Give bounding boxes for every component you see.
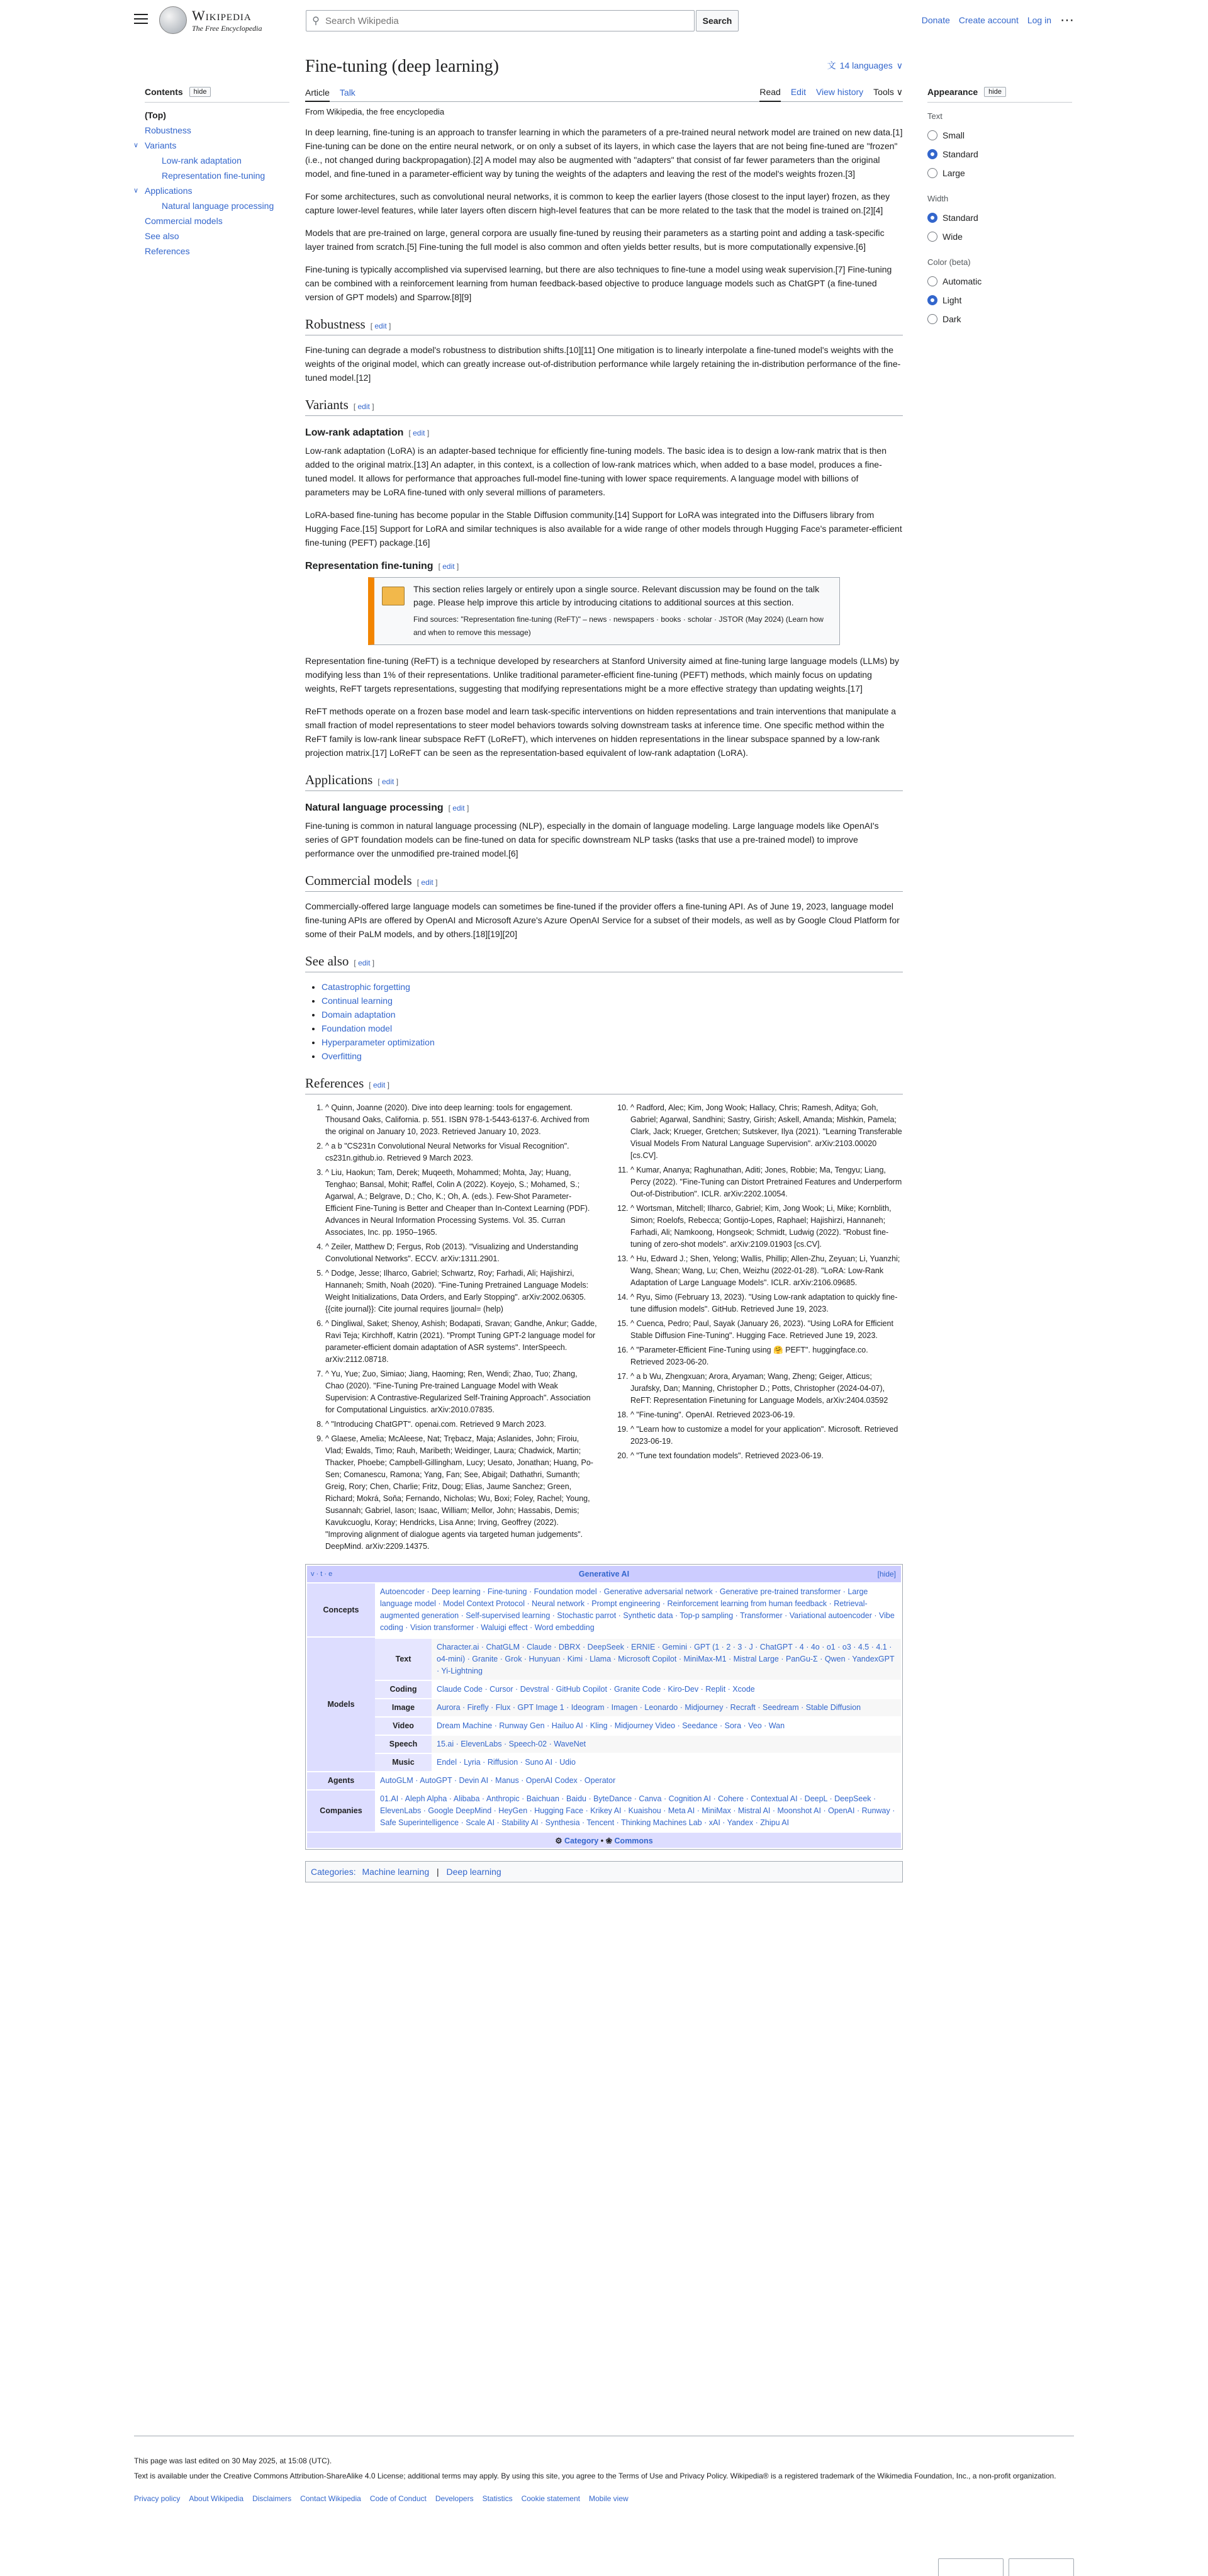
radio[interactable] [927,130,937,140]
edit-link[interactable]: edit [442,562,455,571]
reference-item: 8. ^ "Introducing ChatGPT". openai.com. Retrieved 9 March 2023. [325,1419,598,1431]
see-also-link[interactable]: Foundation model [322,1023,393,1033]
commons-icon: ❀ [605,1836,613,1845]
color-light[interactable]: Light [927,291,1072,310]
reference-item: 3. ^ Liu, Haokun; Tam, Derek; Muqeeth, Mohammed; Mohta, Jay; Huang, Tenghao; Bansal, Mohit; Raffel, Colin A (2022). Koyejo, S.; Mohamed, S.; Agarwal, A.; Belgrave, D.; Cho, K.; Oh, A. (eds.). Few-Shot Parameter-Efficient Fine-Tuning is Better and Cheaper than In-Context Learning (PDF). Advances in Neural Information Processing Systems. Vol. 35. Curran Associates, Inc. pp. 1950–1965. [325,1167,598,1239]
reference-item: 19. ^ "Learn how to customize a model for your application". Microsoft. Retrieved 2023-06-19. [630,1424,903,1448]
category-link[interactable]: Machine learning [362,1867,430,1877]
category-icon: ⚙ [555,1836,562,1845]
radio[interactable] [927,314,937,324]
toc-item-references[interactable]: References [145,246,190,256]
navbox-list-music[interactable]: Endel · Lyria · Riffusion · Suno AI · Udio [432,1754,901,1771]
color-automatic[interactable]: Automatic [927,272,1072,291]
toc-item-see-also[interactable]: See also [145,231,179,241]
see-also-link[interactable]: Overfitting [322,1051,362,1061]
book-icon [382,587,405,605]
edit-link[interactable]: edit [358,959,371,967]
article [305,53,903,1882]
navbox-subgroup-video: Video [375,1718,432,1735]
navbox-subgroup-image: Image [375,1699,432,1716]
category-link[interactable]: Deep learning [446,1867,501,1877]
single-source-notice [368,577,840,645]
see-also-list [305,980,903,1063]
navbox-group-companies: Companies [307,1791,375,1831]
heading-applications: Applications [ edit ] [305,772,903,791]
footer-link-privacy[interactable]: Privacy policy [134,2494,181,2503]
width-label: Width [927,194,949,203]
radio[interactable] [927,276,937,286]
footer-link-statistics[interactable]: Statistics [482,2494,513,2503]
text-size-small[interactable]: Small [927,126,1072,145]
login-link[interactable]: Log in [1027,15,1051,25]
navbox-commons-link[interactable]: Commons [614,1836,653,1845]
chevron-down-icon[interactable]: ∨ [133,187,139,194]
find-sources: Find sources: "Representation fine-tuning (ReFT)" – news · newspapers · books · scholar · JSTOR (May 2024) (Learn how and when to remove this message) [413,615,824,637]
footer-link-mobile[interactable]: Mobile view [588,2494,629,2503]
width-wide[interactable]: Wide [927,227,1072,246]
search-input[interactable] [325,16,694,26]
heading-variants: Variants [ edit ] [305,397,903,416]
heading-references: References [ edit ] [305,1076,903,1094]
footer-link-cookie[interactable]: Cookie statement [521,2494,580,2503]
reference-item: 6. ^ Dingliwal, Saket; Shenoy, Ashish; Bodapati, Sravan; Gandhe, Ankur; Gadde, Ravi Teja; Kirchhoff, Katrin (2021). "Prompt Tuning GPT-2 language model for parameter-efficient domain adaptation of ASR systems". InterSpeech. arXiv:2112.08718. [325,1318,598,1366]
navbox-vte[interactable]: v · t · e [311,1570,333,1578]
wordmark-title: Wikipedia [192,7,252,23]
toc-item-variants[interactable]: ∨ Variants [145,138,289,153]
donate-link[interactable]: Donate [921,15,950,25]
tab-read[interactable]: Read [759,87,780,102]
reference-item: 16. ^ "Parameter-Efficient Fine-Tuning using 🤗 PEFT". huggingface.co. Retrieved 2023-06-20. [630,1344,903,1368]
navbox-subgroup-text: Text [375,1639,432,1680]
toc-item-nlp[interactable]: Natural language processing [162,201,274,211]
lora-paragraph-1: Low-rank adaptation (LoRA) is an adapter-based technique for efficiently fine-tuning models. The basic idea is to design a low-rank matrix that is then added to the original matrix.[13] An adapter, in this context, is a collection of low-rank matrices which, when added to a base model, produces a fine-tuned model. It allows for performance that approaches full-model fine-tuning with lower space requirements. A language model with billions of parameters may be LoRA fine-tuned with only several millions of parameters. [305,446,886,497]
heading-see-also: See also [ edit ] [305,953,903,972]
footer-link-developers[interactable]: Developers [435,2494,474,2503]
page-footer [134,2436,1074,2503]
edit-link[interactable]: edit [413,429,425,437]
heading-commercial: Commercial models [ edit ] [305,873,903,892]
toc-hide-button[interactable]: hide [189,87,211,97]
width-standard[interactable]: Standard [927,208,1072,227]
see-also-link[interactable]: Continual learning [322,996,393,1006]
tab-talk[interactable]: Talk [339,87,355,98]
toc-item-robustness[interactable]: Robustness [145,125,191,135]
tagline: From Wikipedia, the free encyclopedia [305,107,445,116]
navbox-subgroup-speech: Speech [375,1736,432,1753]
heading-lora: Low-rank adaptation [ edit ] [305,427,430,438]
menu-icon[interactable] [134,14,148,25]
reference-item: 12. ^ Wortsman, Mitchell; Ilharco, Gabriel; Kim, Jong Wook; Li, Mike; Kornblith, Simon; Roelofs, Rebecca; Gontijo-Lopes, Raphael; Hajishirzi, Hannaneh; Farhadi, Ali; Namkoong, Hongseok; Schmidt, Ludwig (2022). "Robust fine-tuning of zero-shot models". arXiv:2109.01903 [cs.CV]. [630,1203,903,1251]
reft-paragraph-2: ReFT methods operate on a frozen base model and learn task-specific interventions on hidden representations and train interventions that manipulate a small fraction of model representations to steer model behaviors towards solving downstream tasks at inference time. One specific method within the ReFT family is low-rank linear subspace ReFT (LoReFT), which intervenes on hidden representations in the linear subspace spanned by a low-rank projection matrix.[17] LoReFT can be seen as the representation-based equivalent of low-rank adaptation (LoRA). [305,706,897,758]
user-tools [921,12,1074,28]
heading-nlp: Natural language processing [ edit ] [305,802,469,813]
intro-paragraph-1: In deep learning, fine-tuning is an approach to transfer learning in which the parameters of a pre-trained neural network model are trained on new data.[1] Fine-tuning can be done on the entire neural network, or on only a subset of its layers, in which case the layers that are not being fine-tuned are "frozen" (i.e., not changed during backpropagation).[2] A model may also be augmented with "adapters" that consist of far fewer parameters than the original model, and fine-tuned in a parameter-efficient way by tuning the weights of the adapters and leaving the rest of the model's weights frozen.[3] [305,127,903,179]
tab-tools[interactable]: Tools ∨ [873,87,903,97]
reference-item: 4. ^ Zeiler, Matthew D; Fergus, Rob (2013). "Visualizing and Understanding Convolutional Networks". ECCV. arXiv:1311.2901. [325,1241,598,1265]
navbox-list-image[interactable]: Aurora · Firefly · Flux · GPT Image 1 · Ideogram · Imagen · Leonardo · Midjourney · Recraft · Seedream · Stable Diffusion [432,1699,901,1716]
navbox-list-concepts[interactable]: Autoencoder · Deep learning · Fine-tuning · Foundation model · Generative adversarial network · Generative pre-trained transformer · Large language model · Model Context Protocol · Neural network · Prompt engineering · Reinforcement learning from human feedback · Retrieval-augmented generation · Self-supervised learning · Stochastic parrot · Synthetic data · Top-p sampling · Transformer · Variational autoencoder · Vibe coding · Vision transformer · Waluigi effect · Word embedding [375,1583,901,1636]
edit-link[interactable]: edit [452,804,465,813]
intro-paragraph-4: Fine-tuning is typically accomplished via supervised learning, but there are also techniques to fine-tune a model using weak supervision.[7] Fine-tuning can be combined with a reinforcement learning from human feedback-based objective to produce language models such as ChatGPT (a fine-tuned version of GPT models) and Sparrow.[8][9] [305,264,892,302]
toc-item-top[interactable]: (Top) [145,110,166,120]
color-dark[interactable]: Dark [927,310,1072,329]
radio[interactable] [927,168,937,178]
create-account-link[interactable]: Create account [958,15,1019,25]
reference-item: 1. ^ Quinn, Joanne (2020). Dive into deep learning: tools for engagement. Thousand Oaks, California. p. 551. ISBN 978-1-5443-6137-6. Archived from the original on January 10, 2023. Retrieved January 10, 2023. [325,1102,598,1138]
footer-link-about[interactable]: About Wikipedia [189,2494,244,2503]
color-label: Color (beta) [927,257,971,267]
mediawiki-badge[interactable] [1009,2558,1074,2576]
wikimedia-badge[interactable] [938,2558,1004,2576]
see-also-link[interactable]: Domain adaptation [322,1010,396,1020]
wikipedia-logo[interactable] [159,6,262,34]
toc-item-lora[interactable]: Low-rank adaptation [162,155,242,166]
radio-selected[interactable] [927,213,937,223]
robustness-paragraph: Fine-tuning can degrade a model's robustness to distribution shifts.[10][11] One mitigation is to linearly interpolate a fine-tuned model's weights with the weights of the original model, which can greatly increase out-of-distribution performance while largely retaining the in-distribution performance of the fine-tuned model.[12] [305,345,901,383]
radio-selected[interactable] [927,149,937,159]
translate-icon: 文 [827,60,836,70]
toc-item-reft[interactable]: Representation fine-tuning [162,171,266,181]
heading-robustness: Robustness [ edit ] [305,317,903,335]
see-also-link[interactable]: Catastrophic forgetting [322,982,410,992]
navbox-subgroup-coding: Coding [375,1681,432,1698]
navbox-list-speech[interactable]: 15.ai · ElevenLabs · Speech-02 · WaveNet [432,1736,901,1753]
edit-link[interactable]: edit [382,777,394,786]
footer-links [134,2494,1074,2503]
reference-item: 10. ^ Radford, Alec; Kim, Jong Wook; Hallacy, Chris; Ramesh, Aditya; Goh, Gabriel; Agarwal, Sandhini; Sastry, Girish; Askell, Amanda; Mishkin, Pamela; Clark, Jack; Krueger, Gretchen; Sutskever, Ilya (2021). "Learning Transferable Visual Models From Natural Language Supervision". arXiv:2103.00020 [cs.CV]. [630,1102,903,1162]
footer-link-disclaimers[interactable]: Disclaimers [252,2494,292,2503]
reference-item: 15. ^ Cuenca, Pedro; Paul, Sayak (January 26, 2023). "Using LoRA for Efficient Stable Diffusion Fine-Tuning". Hugging Face. Retrieved June 19, 2023. [630,1318,903,1342]
radio[interactable] [927,232,937,242]
table-of-contents [133,87,289,259]
license-text: Text is available under the Creative Commons Attribution-ShareAlike 4.0 License; additional terms may apply. By using this site, you agree to the Terms of Use and Privacy Policy. Wikipedia® is a registered trademark of the Wikimedia Foundation, Inc., a non-profit organization. [134,2472,1056,2480]
search-box [306,10,695,31]
navbox-subgroup-music: Music [375,1754,432,1771]
footer-link-code-of-conduct[interactable]: Code of Conduct [369,2494,427,2503]
reference-item: 20. ^ "Tune text foundation models". Retrieved 2023-06-19. [630,1450,903,1462]
toc-item-commercial[interactable]: Commercial models [145,216,223,226]
edit-link[interactable]: edit [372,1081,386,1089]
intro-paragraph-3: Models that are pre-trained on large, general corpora are usually fine-tuned by reusing their parameters as a starting point and adding a task-specific layer trained from scratch.[5] Fine-tuning the full model is also common and often yields better results, but is more computationally expensive.[6] [305,228,885,252]
tab-article[interactable]: Article [305,87,330,102]
edit-link[interactable]: edit [374,322,387,330]
chevron-down-icon[interactable]: ∨ [133,142,139,149]
navbox-group-models: Models [307,1638,375,1771]
reference-item: 9. ^ Glaese, Amelia; McAleese, Nat; Trębacz, Maja; Aslanides, John; Firoiu, Vlad; Ewalds, Timo; Rauh, Maribeth; Weidinger, Laura; Chadwick, Martin; Thacker, Phoebe; Campbell-Gillingham, Lucy; Uesato, Jonathan; Huang, Po-Sen; Comanescu, Ramona; Yang, Fan; See, Abigail; Dathathri, Sumanth; Greig, Rory; Chen, Charlie; Fritz, Doug; Elias, Jaume Sanchez; Green, Richard; Mokrá, Soňa; Fernando, Nicholas; Wu, Boxi; Foley, Rachel; Young, Susannah; Gabriel, Iason; Isaac, William; Mellor, John; Hassabis, Demis; Kavukcuoglu, Koray; Hendricks, Lisa Anne; Irving, Geoffrey (2022). "Improving alignment of dialogue agents via targeted human judgements". DeepMind. arXiv:2209.14375. [325,1433,598,1553]
search-icon: ⚲ [312,16,320,26]
language-button[interactable]: 文 14 languages ∨ [827,60,903,70]
navbox-footer: ⚙ Category • ❀ Commons [307,1831,901,1848]
category-box: Categories: Machine learning | Deep learning [305,1861,903,1882]
categories-label[interactable]: Categories: [311,1867,356,1877]
appearance-title: Appearance [927,87,978,97]
see-also-link[interactable]: Hyperparameter optimization [322,1037,435,1047]
reference-item: 18. ^ "Fine-tuning". OpenAI. Retrieved 2023-06-19. [630,1409,903,1421]
tab-view-history[interactable]: View history [815,87,864,97]
reference-item: 13. ^ Hu, Edward J.; Shen, Yelong; Wallis, Phillip; Allen-Zhu, Zeyuan; Li, Yuanzhi; Wang, Shean; Wang, Lu; Chen, Weizhu (2022-01-28). "LoRA: Low-Rank Adaptation of Large Language Models". ICLR. arXiv:2106.09685. [630,1253,903,1289]
site-header [134,0,1074,43]
edit-link[interactable]: edit [421,878,433,887]
text-size-large[interactable]: Large [927,164,1072,183]
toc-title: Contents [145,87,183,97]
chevron-down-icon: ∨ [896,60,903,70]
toc-item-applications[interactable]: ∨ Applications [145,183,289,198]
edit-link[interactable]: edit [357,402,370,411]
appearance-panel [927,87,1072,329]
text-size-label: Text [927,111,942,121]
navbox-list-coding[interactable]: Claude Code · Cursor · Devstral · GitHub Copilot · Granite Code · Kiro-Dev · Replit · Xcode [432,1681,901,1698]
reference-list [305,1102,903,1555]
heading-reft: Representation fine-tuning [ edit ] [305,561,459,571]
navbox-group-agents: Agents [307,1772,375,1789]
reference-item: 11. ^ Kumar, Ananya; Raghunathan, Aditi; Jones, Robbie; Ma, Tengyu; Liang, Percy (2022). "Fine-Tuning can Distort Pretrained Features and Underperform Out-of-Distribution". ICLR. arXiv:2202.10054. [630,1164,903,1200]
more-options-icon[interactable]: ⋯ [1060,12,1074,28]
reference-item: 2. ^ a b "CS231n Convolutional Neural Networks for Visual Recognition". cs231n.github.io. Retrieved 9 March 2023. [325,1140,598,1164]
reference-item: 5. ^ Dodge, Jesse; Ilharco, Gabriel; Schwartz, Roy; Farhadi, Ali; Hajishirzi, Hannaneh; Smith, Noah (2020). "Fine-Tuning Pretrained Language Models: Weight Initializations, Data Orders, and Early Stopping". arXiv:2002.06305. {{cite journal}}: Cite journal requires |journal= (help) [325,1268,598,1315]
reference-item: 7. ^ Yu, Yue; Zuo, Simiao; Jiang, Haoming; Ren, Wendi; Zhao, Tuo; Zhang, Chao (2020). "Fine-Tuning Pre-trained Language Model with Weak Supervision: A Contrastive-Regularized Self-Training Approach". Association for Computational Linguistics. arXiv:2010.07835. [325,1368,598,1416]
radio-selected[interactable] [927,295,937,305]
intro-paragraph-2: For some architectures, such as convolutional neural networks, it is common to keep the earlier layers (those closest to the input layer) frozen, as they capture lower-level features, while later layers often discern high-level features that can be more related to the task that the model is trained on.[2][4] [305,191,890,215]
page-tabs [305,83,903,102]
navbox-title[interactable]: Generative AI [578,1570,630,1578]
navbox-list-video[interactable]: Dream Machine · Runway Gen · Hailuo AI · Kling · Midjourney Video · Seedance · Sora · Veo · Wan [432,1718,901,1735]
reference-item: 17. ^ a b Wu, Zhengxuan; Arora, Aryaman; Wang, Zheng; Geiger, Atticus; Jurafsky, Dan; Manning, Christopher D.; Potts, Christopher (2024-04-07), ReFT: Representation Finetuning for Language Models, arXiv:2404.03592 [630,1371,903,1407]
appearance-hide-button[interactable]: hide [984,87,1006,97]
text-size-standard[interactable]: Standard [927,145,1072,164]
footer-link-contact[interactable]: Contact Wikipedia [300,2494,361,2503]
lora-paragraph-2: LoRA-based fine-tuning has become popular in the Stable Diffusion community.[14] Support for LoRA was integrated into the Diffusers library from Hugging Face.[15] Support for LoRA and similar techniques is also available for a wide range of other models through Hugging Face's parameter-efficient fine-tuning (PEFT) package.[16] [305,510,902,548]
commercial-paragraph: Commercially-offered large language models can sometimes be fine-tuned if the provider offers a fine-tuning API. As of June 19, 2023, language model fine-tuning APIs are offered by OpenAI and Microsoft Azure's Azure OpenAI Service for a subset of their models, as well as by Google Cloud Platform for some of their PaLM models, and by others.[18][19][20] [305,901,900,939]
navbox-category-link[interactable]: Category [564,1836,599,1845]
last-edited: This page was last edited on 30 May 2025, at 15:08 (UTC). [134,2456,332,2465]
navbox-hide-button[interactable]: [hide] [877,1570,896,1578]
navbox-list-agents[interactable]: AutoGLM · AutoGPT · Devin AI · Manus · OpenAI Codex · Operator [375,1772,901,1789]
navbox-header [307,1566,901,1582]
search-button[interactable]: Search [696,10,739,31]
navbox-group-concepts: Concepts [307,1583,375,1636]
tab-edit[interactable]: Edit [790,87,806,97]
reft-paragraph-1: Representation fine-tuning (ReFT) is a technique developed by researchers at Stanford University aimed at fine-tuning large language models (LLMs) by modifying less than 1% of their representations. Unlike traditional parameter-efficient fine-tuning (PEFT) methods, which mainly focus on updating weights, ReFT targets representations, suggesting that modifying representations might be a more effective strategy than updating weights.[17] [305,656,899,694]
notice-text: This section relies largely or entirely upon a single source. Relevant discussion may be found on the talk page. Please help improve this article by introducing citations to additional sources at this section. [413,584,820,607]
wordmark-tagline: The Free Encyclopedia [192,23,262,33]
navbox-list-text[interactable]: Character.ai · ChatGLM · Claude · DBRX · DeepSeek · ERNIE · Gemini · GPT (1 · 2 · 3 · J · ChatGPT · 4 · 4o · o1 · o3 · 4.5 · 4.1 · o4-mini) · Granite · Grok · Hunyuan · Kimi · Llama · Microsoft Copilot · MiniMax-M1 · Mistral Large · PanGu-Σ · Qwen · YandexGPT · Yi-Lightning [432,1639,901,1680]
navbox-list-companies[interactable]: 01.AI · Aleph Alpha · Alibaba · Anthropic · Baichuan · Baidu · ByteDance · Canva · Cognition AI · Cohere · Contextual AI · DeepL · DeepSeek · ElevenLabs · Google DeepMind · HeyGen · Hugging Face · Krikey AI · Kuaishou · Meta AI · MiniMax · Mistral AI · Moonshot AI · OpenAI · Runway · Safe Superintelligence · Scale AI · Stability AI · Synthesia · Tencent · Thinking Machines Lab · xAI · Yandex · Zhipu AI [375,1791,901,1831]
generative-ai-navbox [305,1564,903,1850]
reference-item: 14. ^ Ryu, Simo (February 13, 2023). "Using Low-rank adaptation to quickly fine-tune diffusion models". GitHub. Retrieved June 19, 2023. [630,1291,903,1315]
nlp-paragraph: Fine-tuning is common in natural language processing (NLP), especially in the domain of language modeling. Large language models like OpenAI's series of GPT foundation models can be fine-tuned on data for specific downstream NLP tasks (tasks that use a pre-trained model) to improve performance over the unmodified pre-trained model.[6] [305,821,879,858]
page-title: Fine-tuning (deep learning) [305,57,499,76]
globe-icon [159,6,187,34]
